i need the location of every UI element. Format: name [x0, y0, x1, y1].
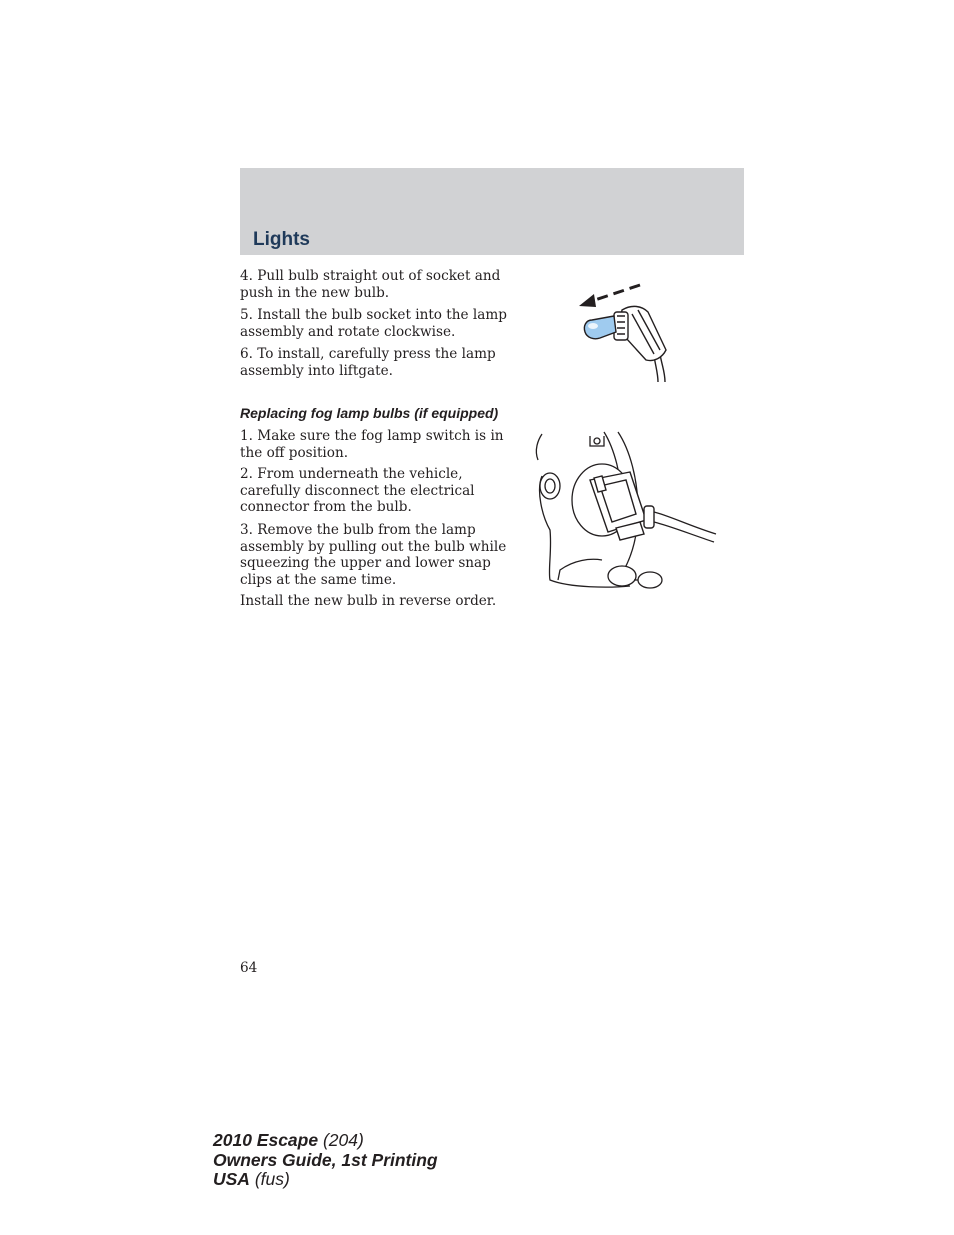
bulb-glass — [584, 316, 616, 339]
fog-step-3: 3. Remove the bulb from the lamp assembly by pulling out the bulb while squeezing the upper and lower snap clips at the same time. — [240, 522, 507, 588]
section-title: Lights — [253, 229, 310, 250]
fog-lamp-heading: Replacing fog lamp bulbs (if equipped) — [240, 405, 499, 421]
fog-lamp-illustration — [530, 430, 720, 590]
mounting-clip — [608, 566, 662, 588]
dashed-pull-arrow — [579, 285, 640, 307]
liftgate-step-5: 5. Install the bulb socket into the lamp assembly and rotate clockwise. — [240, 307, 507, 340]
bulb-socket — [614, 306, 666, 382]
footer-line-3: USA (fus) — [213, 1169, 290, 1189]
footer-line-2: Owners Guide, 1st Printing — [213, 1149, 438, 1170]
liftgate-step-4: 4. Pull bulb straight out of socket and push in the new bulb. — [240, 268, 501, 301]
fog-step-2: 2. From underneath the vehicle, carefully disconnect the electrical connector from the bulb. — [240, 466, 475, 515]
footer-line-1: 2010 Escape (204) — [213, 1130, 364, 1150]
footer-edition — [213, 1131, 438, 1190]
page-number: 64 — [240, 960, 258, 976]
fog-step-final: Install the new bulb in reverse order. — [240, 593, 497, 609]
connector-wire — [654, 512, 716, 542]
section-header-band — [240, 168, 744, 255]
fog-step-1: 1. Make sure the fog lamp switch is in the off position. — [240, 428, 504, 461]
bulb-socket-illustration — [570, 276, 690, 386]
liftgate-step-6: 6. To install, carefully press the lamp assembly into liftgate. — [240, 346, 496, 379]
